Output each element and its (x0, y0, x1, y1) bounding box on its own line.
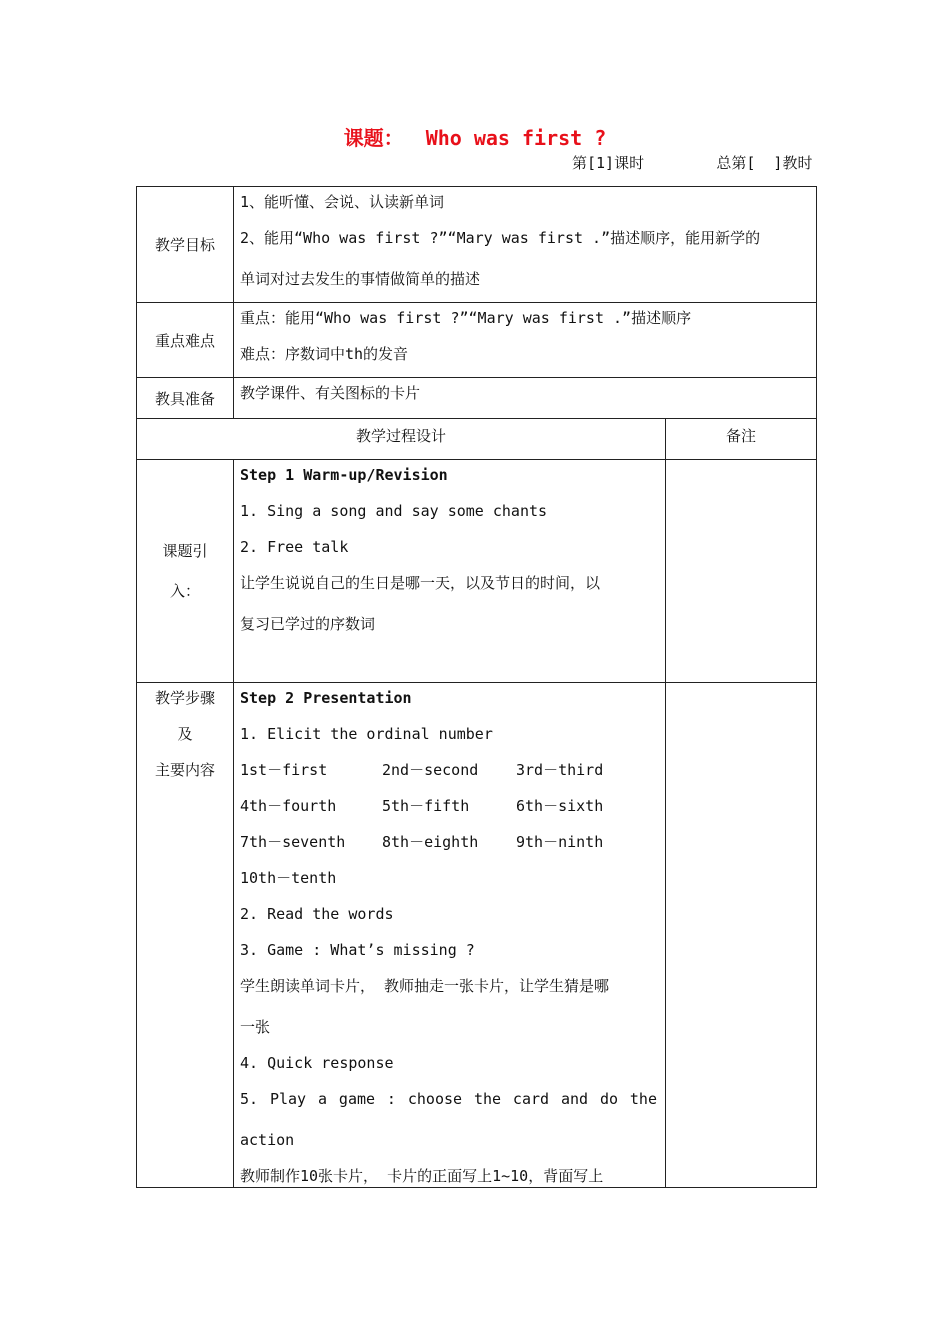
page-title (0, 122, 950, 151)
materials-text: 教学课件、有关图标的卡片 (240, 384, 421, 402)
ordinal: 5th－fifth (382, 797, 470, 815)
step-1-heading: Step 1 Warm-up/Revision (240, 466, 448, 484)
intro-item-2: 2. Free talk (240, 538, 349, 556)
lesson-plan-table (136, 186, 817, 1188)
ordinal: 9th－ninth (516, 833, 604, 851)
objective-line-1: 1、能听懂、会说、认读新单词 (240, 193, 445, 211)
intro-text-1: 让学生说说自己的生日是哪一天，以及节日的时间，以 (240, 574, 601, 592)
ordinal-row-3 (240, 829, 657, 865)
lesson-info: 第[1]课时 总第[ ]教时 (572, 154, 813, 172)
main-text-3: 教师制作10张卡片， 卡片的正面写上1~10，背面写上 (240, 1167, 604, 1185)
main-label-line-3: 主要内容 (154, 761, 215, 779)
objective-line-3: 单词对过去发生的事情做简单的描述 (240, 270, 481, 288)
key-point-line: 重点：能用“Who was first ?”“Mary was first .”描述顺序 (240, 309, 692, 327)
main-label (137, 683, 234, 1188)
intro-content (234, 460, 666, 683)
materials-row (137, 378, 817, 419)
main-notes (666, 683, 817, 1188)
intro-row (137, 460, 817, 683)
main-label-line-2: 及 (177, 725, 193, 743)
objective-line-2: 2、能用“Who was first ?”“Mary was first .”描述顺序，能用新学的 (240, 229, 761, 247)
intro-notes (666, 460, 817, 683)
ordinal-row-2 (240, 793, 657, 829)
title-main: Who was first ? (425, 126, 607, 150)
main-item-2: 2. Read the words (240, 905, 394, 923)
key-points-content (234, 303, 817, 378)
intro-label-line-2: 入： (169, 582, 200, 600)
title-prefix: 课题： (343, 126, 404, 150)
difficulty-line: 难点：序数词中th的发音 (240, 345, 409, 363)
step-2-heading: Step 2 Presentation (240, 689, 412, 707)
ordinal-row-4: 10th－tenth (240, 869, 337, 887)
ordinal: 6th－sixth (516, 797, 604, 815)
intro-text-2: 复习已学过的序数词 (240, 615, 376, 633)
main-item-4: 4. Quick response (240, 1054, 394, 1072)
main-content (234, 683, 666, 1188)
ordinal: 8th－eighth (382, 833, 479, 851)
intro-item-1: 1. Sing a song and say some chants (240, 502, 548, 520)
main-item-3: 3. Game : What’s missing ? (240, 941, 475, 959)
notes-header: 备注 (666, 419, 817, 460)
main-label-line-1: 教学步骤 (154, 689, 215, 707)
objectives-row (137, 187, 817, 303)
materials-label: 教具准备 (137, 378, 234, 419)
key-points-label: 重点难点 (137, 303, 234, 378)
ordinal: 1st－first (240, 761, 328, 779)
key-points-row (137, 303, 817, 378)
objectives-content (234, 187, 817, 303)
process-header-row (137, 419, 817, 460)
materials-content (234, 378, 817, 419)
ordinal: 3rd－third (516, 761, 604, 779)
main-text-1: 学生朗读单词卡片， 教师抽走一张卡片，让学生猜是哪 (240, 977, 610, 995)
main-item-5: 5. Play a game : choose the card and do the (240, 1090, 657, 1108)
objectives-label: 教学目标 (137, 187, 234, 303)
intro-label (137, 460, 234, 683)
ordinal: 4th－fourth (240, 797, 337, 815)
ordinal-row-1 (240, 757, 657, 793)
ordinal: 2nd－second (382, 761, 479, 779)
process-header: 教学过程设计 (137, 419, 666, 460)
main-item-1: 1. Elicit the ordinal number (240, 725, 493, 743)
ordinal: 7th－seventh (240, 833, 346, 851)
main-text-2: 一张 (240, 1018, 271, 1036)
main-item-5-cont: action (240, 1131, 295, 1149)
main-row (137, 683, 817, 1188)
intro-label-line-1: 课题引 (162, 542, 208, 560)
